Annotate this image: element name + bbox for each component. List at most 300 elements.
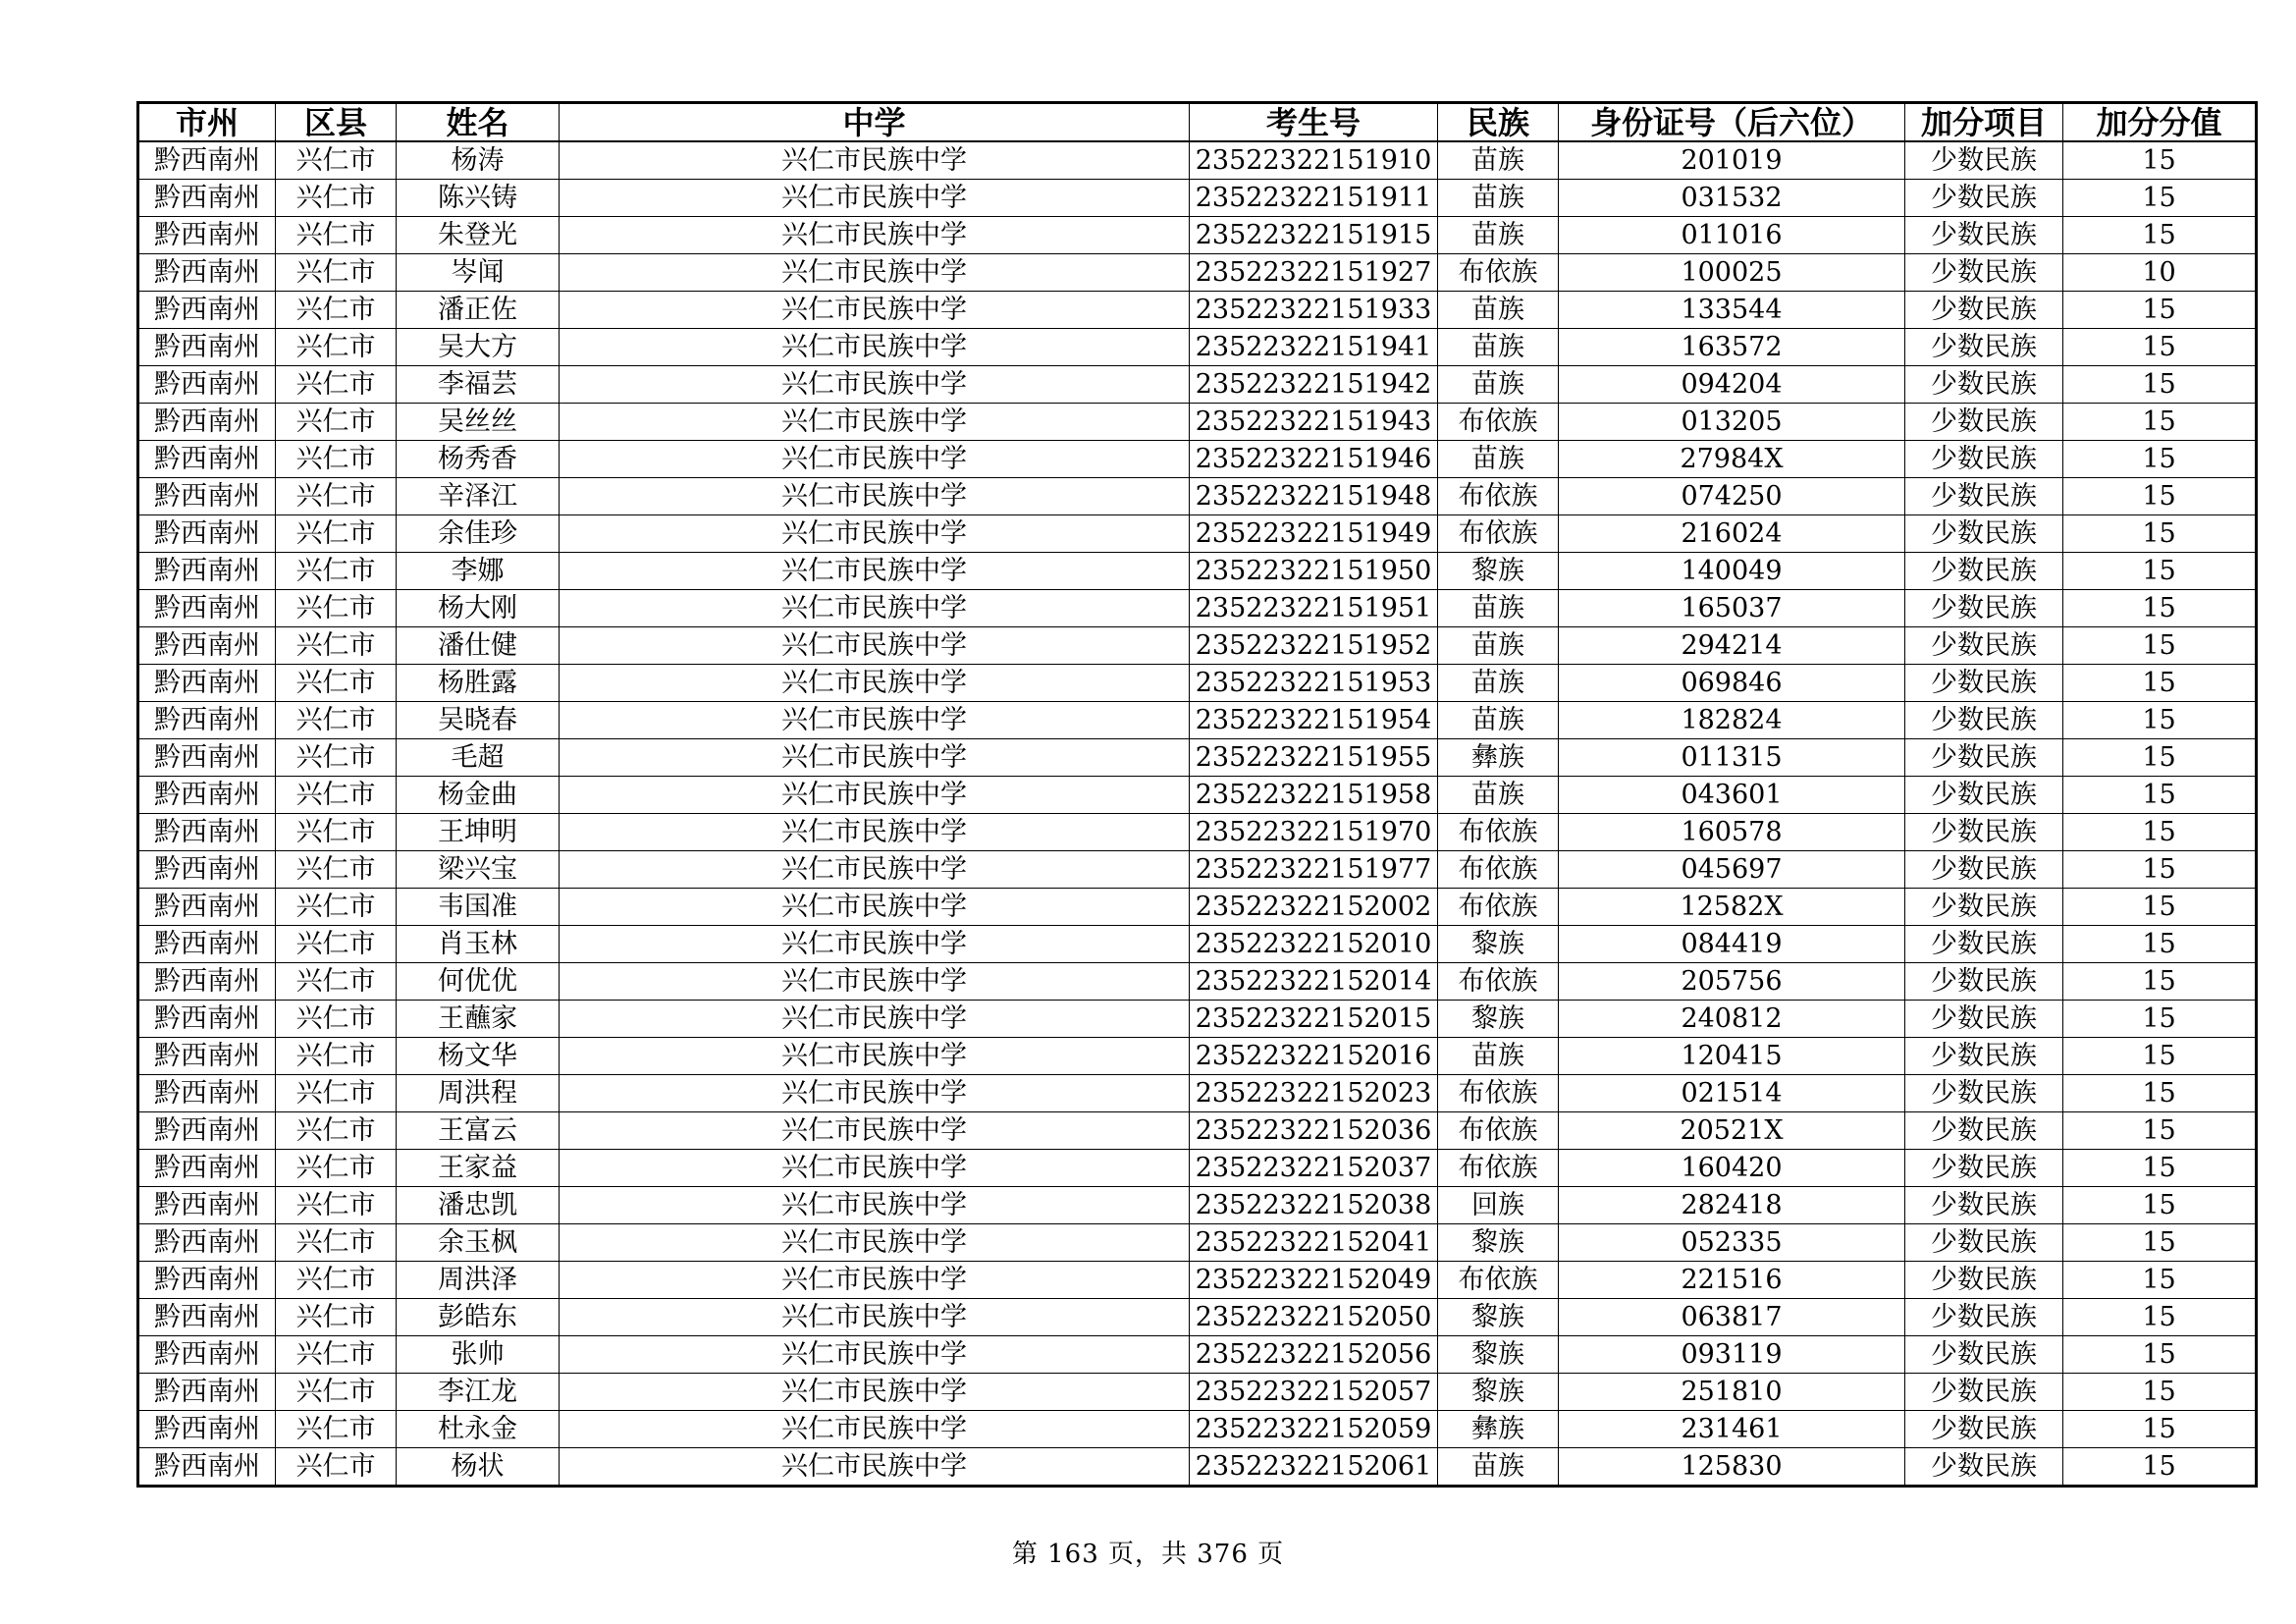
cell-bonus-item: 少数民族 [1905,1075,2063,1112]
cell-bonus-item: 少数民族 [1905,627,2063,665]
cell-county: 兴仁市 [276,1075,397,1112]
cell-school: 兴仁市民族中学 [560,1001,1190,1038]
cell-name: 杜永金 [397,1411,560,1448]
cell-bonus-item: 少数民族 [1905,1299,2063,1336]
cell-city: 黔西南州 [138,665,276,702]
page-number: 第 163 页，共 376 页 [1011,1540,1285,1569]
cell-city: 黔西南州 [138,1448,276,1487]
cell-ethnicity: 黎族 [1438,1001,1559,1038]
cell-name: 王坤明 [397,814,560,851]
cell-county: 兴仁市 [276,404,397,441]
cell-ethnicity: 苗族 [1438,1038,1559,1075]
cell-city: 黔西南州 [138,329,276,366]
cell-ethnicity: 苗族 [1438,627,1559,665]
cell-county: 兴仁市 [276,1038,397,1075]
cell-ethnicity: 苗族 [1438,329,1559,366]
cell-city: 黔西南州 [138,217,276,254]
cell-bonus-value: 15 [2063,814,2257,851]
table-row [138,1262,2257,1299]
cell-school: 兴仁市民族中学 [560,254,1190,292]
cell-county: 兴仁市 [276,254,397,292]
cell-bonus-value: 15 [2063,889,2257,926]
cell-bonus-value: 15 [2063,217,2257,254]
table-row [138,1187,2257,1224]
cell-school: 兴仁市民族中学 [560,1374,1190,1411]
cell-city: 黔西南州 [138,254,276,292]
cell-bonus-item: 少数民族 [1905,1150,2063,1187]
cell-ethnicity: 布依族 [1438,1112,1559,1150]
cell-ethnicity: 彝族 [1438,739,1559,777]
table-row [138,926,2257,963]
cell-school: 兴仁市民族中学 [560,1038,1190,1075]
cell-bonus-value: 15 [2063,702,2257,739]
cell-bonus-value: 15 [2063,627,2257,665]
cell-bonus-item: 少数民族 [1905,926,2063,963]
cell-exam-number: 23522322151958 [1190,777,1438,814]
cell-ethnicity: 黎族 [1438,1299,1559,1336]
cell-exam-number: 23522322152010 [1190,926,1438,963]
table-row [138,1075,2257,1112]
cell-bonus-item: 少数民族 [1905,366,2063,404]
table-row [138,478,2257,515]
cell-name: 韦国准 [397,889,560,926]
cell-ethnicity: 苗族 [1438,1448,1559,1487]
cell-ethnicity: 苗族 [1438,292,1559,329]
cell-id-last-six: 125830 [1559,1448,1905,1487]
cell-exam-number: 23522322152056 [1190,1336,1438,1374]
cell-name: 杨大刚 [397,590,560,627]
cell-bonus-value: 15 [2063,1112,2257,1150]
cell-id-last-six: 251810 [1559,1374,1905,1411]
cell-id-last-six: 20521X [1559,1112,1905,1150]
table-row [138,141,2257,180]
cell-bonus-item: 少数民族 [1905,665,2063,702]
header-row [138,103,2257,142]
header-ethnicity: 民族 [1438,103,1559,142]
cell-city: 黔西南州 [138,292,276,329]
cell-school: 兴仁市民族中学 [560,478,1190,515]
cell-ethnicity: 黎族 [1438,553,1559,590]
cell-county: 兴仁市 [276,1150,397,1187]
cell-county: 兴仁市 [276,590,397,627]
cell-exam-number: 23522322152049 [1190,1262,1438,1299]
cell-ethnicity: 彝族 [1438,1411,1559,1448]
cell-school: 兴仁市民族中学 [560,889,1190,926]
cell-ethnicity: 布依族 [1438,478,1559,515]
cell-bonus-value: 15 [2063,441,2257,478]
cell-id-last-six: 201019 [1559,141,1905,180]
cell-exam-number: 23522322151952 [1190,627,1438,665]
cell-id-last-six: 160578 [1559,814,1905,851]
cell-city: 黔西南州 [138,777,276,814]
cell-bonus-item: 少数民族 [1905,851,2063,889]
cell-county: 兴仁市 [276,963,397,1001]
cell-county: 兴仁市 [276,515,397,553]
cell-name: 王富云 [397,1112,560,1150]
cell-ethnicity: 黎族 [1438,1224,1559,1262]
cell-county: 兴仁市 [276,1299,397,1336]
cell-ethnicity: 布依族 [1438,851,1559,889]
cell-school: 兴仁市民族中学 [560,217,1190,254]
cell-county: 兴仁市 [276,1187,397,1224]
cell-name: 肖玉林 [397,926,560,963]
cell-county: 兴仁市 [276,1448,397,1487]
cell-bonus-item: 少数民族 [1905,553,2063,590]
cell-city: 黔西南州 [138,1075,276,1112]
cell-bonus-item: 少数民族 [1905,590,2063,627]
cell-bonus-item: 少数民族 [1905,478,2063,515]
cell-id-last-six: 216024 [1559,515,1905,553]
cell-ethnicity: 苗族 [1438,180,1559,217]
cell-bonus-value: 15 [2063,926,2257,963]
cell-city: 黔西南州 [138,141,276,180]
cell-bonus-item: 少数民族 [1905,963,2063,1001]
cell-exam-number: 23522322152016 [1190,1038,1438,1075]
cell-bonus-value: 15 [2063,739,2257,777]
cell-county: 兴仁市 [276,665,397,702]
header-county: 区县 [276,103,397,142]
cell-name: 李娜 [397,553,560,590]
cell-bonus-item: 少数民族 [1905,292,2063,329]
cell-exam-number: 23522322152059 [1190,1411,1438,1448]
cell-bonus-value: 15 [2063,1336,2257,1374]
cell-id-last-six: 294214 [1559,627,1905,665]
cell-id-last-six: 240812 [1559,1001,1905,1038]
table-row [138,1224,2257,1262]
table-body [138,141,2257,1487]
table-row [138,366,2257,404]
cell-county: 兴仁市 [276,1411,397,1448]
cell-name: 周洪程 [397,1075,560,1112]
header-city: 市州 [138,103,276,142]
header-bonus-item: 加分项目 [1905,103,2063,142]
table-row [138,404,2257,441]
table-row [138,1038,2257,1075]
cell-ethnicity: 苗族 [1438,217,1559,254]
cell-bonus-value: 15 [2063,1187,2257,1224]
cell-id-last-six: 013205 [1559,404,1905,441]
cell-exam-number: 23522322151927 [1190,254,1438,292]
cell-exam-number: 23522322151953 [1190,665,1438,702]
cell-ethnicity: 黎族 [1438,926,1559,963]
cell-bonus-item: 少数民族 [1905,777,2063,814]
cell-id-last-six: 165037 [1559,590,1905,627]
cell-county: 兴仁市 [276,814,397,851]
cell-ethnicity: 布依族 [1438,254,1559,292]
cell-county: 兴仁市 [276,366,397,404]
cell-ethnicity: 布依族 [1438,814,1559,851]
cell-bonus-value: 15 [2063,404,2257,441]
cell-id-last-six: 031532 [1559,180,1905,217]
cell-bonus-value: 15 [2063,851,2257,889]
cell-id-last-six: 140049 [1559,553,1905,590]
cell-bonus-item: 少数民族 [1905,515,2063,553]
cell-bonus-value: 15 [2063,590,2257,627]
table-row [138,1411,2257,1448]
cell-name: 王蘸家 [397,1001,560,1038]
cell-id-last-six: 205756 [1559,963,1905,1001]
cell-city: 黔西南州 [138,553,276,590]
cell-id-last-six: 221516 [1559,1262,1905,1299]
cell-exam-number: 23522322152050 [1190,1299,1438,1336]
table-row [138,963,2257,1001]
cell-bonus-value: 15 [2063,1374,2257,1411]
cell-bonus-value: 15 [2063,366,2257,404]
cell-id-last-six: 063817 [1559,1299,1905,1336]
cell-city: 黔西南州 [138,851,276,889]
cell-county: 兴仁市 [276,1001,397,1038]
cell-ethnicity: 回族 [1438,1187,1559,1224]
cell-ethnicity: 黎族 [1438,1374,1559,1411]
cell-county: 兴仁市 [276,180,397,217]
cell-id-last-six: 052335 [1559,1224,1905,1262]
cell-school: 兴仁市民族中学 [560,515,1190,553]
cell-city: 黔西南州 [138,1224,276,1262]
cell-bonus-item: 少数民族 [1905,1038,2063,1075]
table-row [138,739,2257,777]
cell-ethnicity: 苗族 [1438,366,1559,404]
cell-exam-number: 23522322151970 [1190,814,1438,851]
table-row [138,1150,2257,1187]
cell-ethnicity: 苗族 [1438,590,1559,627]
cell-school: 兴仁市民族中学 [560,1411,1190,1448]
cell-bonus-item: 少数民族 [1905,889,2063,926]
cell-city: 黔西南州 [138,739,276,777]
cell-bonus-item: 少数民族 [1905,1262,2063,1299]
cell-name: 潘忠凯 [397,1187,560,1224]
cell-ethnicity: 苗族 [1438,141,1559,180]
cell-exam-number: 23522322151933 [1190,292,1438,329]
cell-city: 黔西南州 [138,1411,276,1448]
cell-bonus-item: 少数民族 [1905,1112,2063,1150]
cell-bonus-value: 15 [2063,1262,2257,1299]
cell-name: 杨状 [397,1448,560,1487]
cell-bonus-value: 15 [2063,777,2257,814]
cell-city: 黔西南州 [138,1299,276,1336]
cell-name: 余玉枫 [397,1224,560,1262]
table-row [138,665,2257,702]
cell-bonus-value: 15 [2063,1038,2257,1075]
cell-ethnicity: 布依族 [1438,1262,1559,1299]
cell-name: 杨金曲 [397,777,560,814]
cell-school: 兴仁市民族中学 [560,926,1190,963]
cell-bonus-value: 15 [2063,1411,2257,1448]
cell-bonus-item: 少数民族 [1905,1448,2063,1487]
cell-county: 兴仁市 [276,141,397,180]
cell-id-last-six: 120415 [1559,1038,1905,1075]
cell-city: 黔西南州 [138,814,276,851]
cell-school: 兴仁市民族中学 [560,1075,1190,1112]
cell-name: 陈兴铸 [397,180,560,217]
cell-county: 兴仁市 [276,1224,397,1262]
cell-name: 杨文华 [397,1038,560,1075]
cell-id-last-six: 12582X [1559,889,1905,926]
table-row [138,702,2257,739]
cell-school: 兴仁市民族中学 [560,1299,1190,1336]
cell-bonus-value: 15 [2063,553,2257,590]
cell-exam-number: 23522322152002 [1190,889,1438,926]
table-row [138,515,2257,553]
cell-name: 岑闻 [397,254,560,292]
cell-city: 黔西南州 [138,441,276,478]
cell-bonus-item: 少数民族 [1905,1411,2063,1448]
cell-bonus-item: 少数民族 [1905,180,2063,217]
cell-ethnicity: 布依族 [1438,404,1559,441]
cell-ethnicity: 苗族 [1438,777,1559,814]
cell-bonus-item: 少数民族 [1905,1001,2063,1038]
cell-bonus-value: 15 [2063,963,2257,1001]
table-row [138,1336,2257,1374]
cell-id-last-six: 074250 [1559,478,1905,515]
cell-city: 黔西南州 [138,1038,276,1075]
cell-exam-number: 23522322151911 [1190,180,1438,217]
table-row [138,1374,2257,1411]
cell-exam-number: 23522322151949 [1190,515,1438,553]
cell-exam-number: 23522322152057 [1190,1374,1438,1411]
cell-county: 兴仁市 [276,329,397,366]
cell-id-last-six: 069846 [1559,665,1905,702]
cell-county: 兴仁市 [276,441,397,478]
cell-bonus-item: 少数民族 [1905,329,2063,366]
cell-ethnicity: 布依族 [1438,1150,1559,1187]
cell-name: 张帅 [397,1336,560,1374]
cell-id-last-six: 282418 [1559,1187,1905,1224]
cell-id-last-six: 011016 [1559,217,1905,254]
cell-school: 兴仁市民族中学 [560,141,1190,180]
cell-name: 彭皓东 [397,1299,560,1336]
cell-name: 潘正佐 [397,292,560,329]
cell-school: 兴仁市民族中学 [560,627,1190,665]
table-row [138,1001,2257,1038]
cell-city: 黔西南州 [138,478,276,515]
cell-bonus-item: 少数民族 [1905,217,2063,254]
cell-exam-number: 23522322152023 [1190,1075,1438,1112]
cell-school: 兴仁市民族中学 [560,851,1190,889]
cell-school: 兴仁市民族中学 [560,963,1190,1001]
cell-exam-number: 23522322152061 [1190,1448,1438,1487]
cell-school: 兴仁市民族中学 [560,1336,1190,1374]
cell-city: 黔西南州 [138,627,276,665]
cell-county: 兴仁市 [276,1336,397,1374]
cell-county: 兴仁市 [276,217,397,254]
cell-exam-number: 23522322152014 [1190,963,1438,1001]
cell-city: 黔西南州 [138,1112,276,1150]
cell-id-last-six: 094204 [1559,366,1905,404]
cell-city: 黔西南州 [138,515,276,553]
cell-school: 兴仁市民族中学 [560,441,1190,478]
cell-school: 兴仁市民族中学 [560,1262,1190,1299]
cell-bonus-item: 少数民族 [1905,141,2063,180]
cell-name: 周洪泽 [397,1262,560,1299]
cell-name: 何优优 [397,963,560,1001]
cell-county: 兴仁市 [276,851,397,889]
cell-city: 黔西南州 [138,963,276,1001]
cell-county: 兴仁市 [276,739,397,777]
cell-bonus-value: 15 [2063,665,2257,702]
cell-bonus-value: 15 [2063,478,2257,515]
cell-id-last-six: 084419 [1559,926,1905,963]
cell-ethnicity: 黎族 [1438,1336,1559,1374]
table-row [138,627,2257,665]
cell-school: 兴仁市民族中学 [560,702,1190,739]
cell-school: 兴仁市民族中学 [560,814,1190,851]
cell-city: 黔西南州 [138,404,276,441]
cell-bonus-item: 少数民族 [1905,1336,2063,1374]
table-row [138,1112,2257,1150]
cell-city: 黔西南州 [138,1187,276,1224]
table-row [138,217,2257,254]
cell-exam-number: 23522322151951 [1190,590,1438,627]
cell-name: 梁兴宝 [397,851,560,889]
cell-bonus-item: 少数民族 [1905,702,2063,739]
cell-school: 兴仁市民族中学 [560,739,1190,777]
cell-county: 兴仁市 [276,627,397,665]
cell-school: 兴仁市民族中学 [560,366,1190,404]
cell-bonus-item: 少数民族 [1905,441,2063,478]
cell-id-last-six: 163572 [1559,329,1905,366]
cell-city: 黔西南州 [138,702,276,739]
cell-bonus-value: 10 [2063,254,2257,292]
cell-exam-number: 23522322152036 [1190,1112,1438,1150]
cell-city: 黔西南州 [138,180,276,217]
cell-city: 黔西南州 [138,1001,276,1038]
cell-bonus-value: 15 [2063,1448,2257,1487]
cell-county: 兴仁市 [276,553,397,590]
cell-bonus-item: 少数民族 [1905,1374,2063,1411]
cell-bonus-item: 少数民族 [1905,1224,2063,1262]
cell-school: 兴仁市民族中学 [560,1448,1190,1487]
cell-ethnicity: 布依族 [1438,889,1559,926]
table-row [138,777,2257,814]
cell-exam-number: 23522322151948 [1190,478,1438,515]
cell-school: 兴仁市民族中学 [560,777,1190,814]
cell-bonus-value: 15 [2063,515,2257,553]
cell-exam-number: 23522322151954 [1190,702,1438,739]
cell-bonus-item: 少数民族 [1905,739,2063,777]
cell-bonus-item: 少数民族 [1905,1187,2063,1224]
cell-school: 兴仁市民族中学 [560,590,1190,627]
cell-name: 毛超 [397,739,560,777]
cell-bonus-value: 15 [2063,329,2257,366]
cell-name: 吴丝丝 [397,404,560,441]
cell-county: 兴仁市 [276,1112,397,1150]
cell-id-last-six: 231461 [1559,1411,1905,1448]
cell-school: 兴仁市民族中学 [560,404,1190,441]
cell-school: 兴仁市民族中学 [560,180,1190,217]
cell-exam-number: 23522322152041 [1190,1224,1438,1262]
cell-city: 黔西南州 [138,1336,276,1374]
cell-name: 杨胜露 [397,665,560,702]
cell-school: 兴仁市民族中学 [560,292,1190,329]
cell-school: 兴仁市民族中学 [560,665,1190,702]
cell-exam-number: 23522322151955 [1190,739,1438,777]
cell-city: 黔西南州 [138,926,276,963]
cell-ethnicity: 苗族 [1438,702,1559,739]
table-row [138,851,2257,889]
cell-bonus-value: 15 [2063,180,2257,217]
cell-school: 兴仁市民族中学 [560,1112,1190,1150]
table-row [138,889,2257,926]
header-school: 中学 [560,103,1190,142]
cell-id-last-six: 011315 [1559,739,1905,777]
cell-name: 杨秀香 [397,441,560,478]
cell-ethnicity: 苗族 [1438,665,1559,702]
cell-exam-number: 23522322151950 [1190,553,1438,590]
cell-id-last-six: 100025 [1559,254,1905,292]
cell-name: 朱登光 [397,217,560,254]
cell-bonus-item: 少数民族 [1905,404,2063,441]
table-row [138,814,2257,851]
